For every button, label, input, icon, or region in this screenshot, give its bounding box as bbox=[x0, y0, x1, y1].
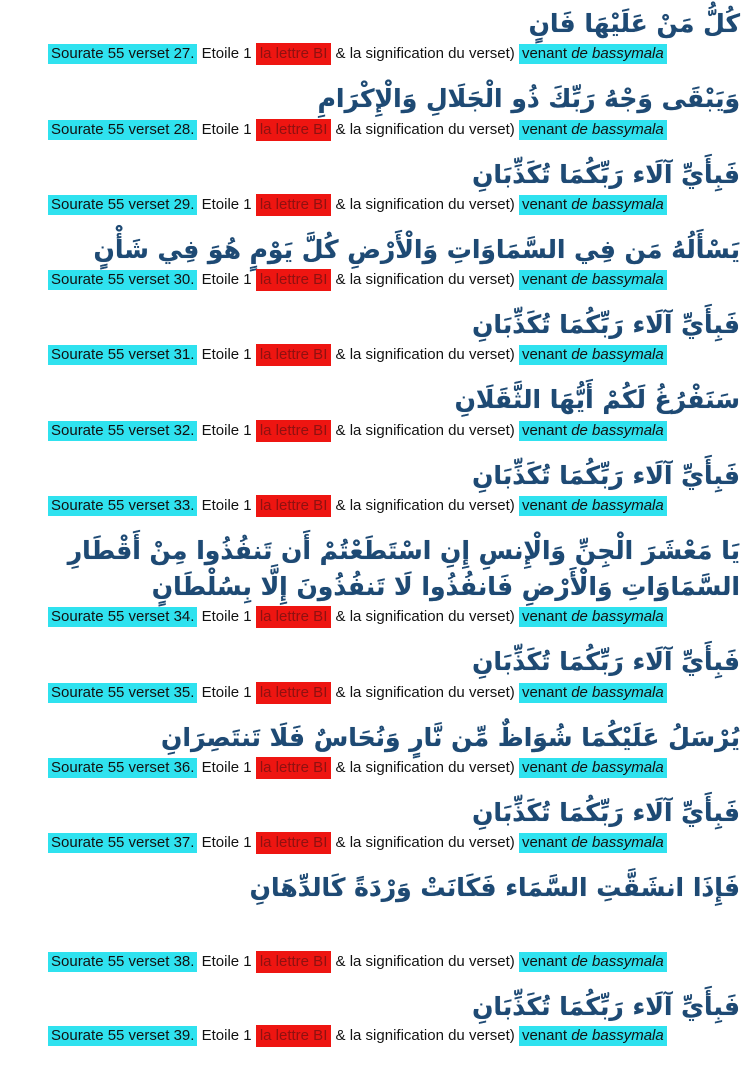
bassymala-label: de bassymala bbox=[571, 953, 664, 971]
signification-label: & la signification du verset) bbox=[335, 834, 515, 851]
etoile-label: Etoile 1 bbox=[201, 346, 252, 364]
arabic-verse-text: يُرْسَلُ عَلَيْكُمَا شُوَاظٌ مِّن نَّارٍ وَنُحَاسٌ فَلَا تَنتَصِرَانِ bbox=[161, 722, 740, 752]
venant-label: venant bbox=[521, 45, 572, 63]
lettre-bi-highlight: la lettre BI bbox=[256, 951, 332, 973]
arabic-verse-text: فَبِأَيِّ آلَاء رَبِّكُمَا تُكَذِّبَانِ bbox=[472, 647, 740, 677]
bassymala-label: de bassymala bbox=[571, 1026, 664, 1044]
arabic-verse-text: فَبِأَيِّ آلَاء رَبِّكُمَا تُكَذِّبَانِ bbox=[472, 310, 740, 339]
verse-block bbox=[0, 307, 753, 365]
venant-label: venant bbox=[521, 496, 572, 514]
etoile-label: Etoile 1 bbox=[201, 1026, 252, 1044]
bassymala-highlight bbox=[519, 683, 667, 703]
bassymala-highlight bbox=[519, 496, 667, 516]
verse-block bbox=[0, 870, 753, 972]
bassymala-highlight bbox=[519, 44, 667, 64]
signification-label: & la signification du verset) bbox=[335, 195, 515, 213]
signification-label: & la signification du verset) bbox=[335, 1026, 515, 1044]
bassymala-label: de bassymala bbox=[571, 608, 664, 626]
verse-block bbox=[0, 644, 753, 702]
signification-label: & la signification du verset) bbox=[335, 683, 515, 701]
signification-label: & la signification du verset) bbox=[335, 608, 515, 626]
lettre-bi-highlight: la lettre BI bbox=[256, 420, 332, 442]
lettre-bi-highlight: la lettre BI bbox=[256, 832, 332, 854]
bassymala-highlight bbox=[519, 607, 667, 627]
verse-reference-highlight: Sourate 55 verset 34. bbox=[48, 607, 197, 627]
etoile-label: Etoile 1 bbox=[201, 608, 252, 626]
lettre-bi-highlight: la lettre BI bbox=[256, 757, 332, 779]
verse-reference-highlight: Sourate 55 verset 32. bbox=[48, 421, 197, 441]
signification-label: & la signification du verset) bbox=[335, 758, 515, 776]
lettre-bi-highlight: la lettre BI bbox=[256, 119, 332, 141]
verse-reference-highlight: Sourate 55 verset 31. bbox=[48, 345, 197, 365]
venant-label: venant bbox=[521, 1026, 572, 1044]
venant-label: venant bbox=[521, 608, 572, 626]
lettre-bi-highlight: la lettre BI bbox=[256, 495, 332, 517]
arabic-verse-text: فَبِأَيِّ آلَاء رَبِّكُمَا تُكَذِّبَانِ bbox=[472, 159, 740, 189]
signification-label: & la signification du verset) bbox=[335, 953, 515, 971]
verse-block bbox=[0, 720, 753, 778]
etoile-label: Etoile 1 bbox=[201, 683, 252, 701]
arabic-verse-text: فَإِذَا انشَقَّتِ السَّمَاء فَكَانَتْ وَرْدَةً كَالدِّهَانِ bbox=[249, 873, 740, 902]
etoile-label: Etoile 1 bbox=[201, 496, 252, 514]
verse-caption-line bbox=[48, 758, 740, 778]
verse-reference-highlight: Sourate 55 verset 30. bbox=[48, 270, 197, 290]
lettre-bi-highlight: la lettre BI bbox=[256, 194, 332, 216]
verse-block bbox=[0, 382, 753, 440]
etoile-label: Etoile 1 bbox=[201, 271, 252, 288]
verse-block bbox=[0, 232, 753, 290]
bassymala-label: de bassymala bbox=[571, 120, 664, 138]
signification-label: & la signification du verset) bbox=[335, 45, 515, 63]
lettre-bi-highlight: la lettre BI bbox=[256, 682, 332, 704]
verse-caption-line bbox=[48, 1026, 740, 1046]
bassymala-label: de bassymala bbox=[571, 45, 664, 63]
verse-caption-line bbox=[48, 683, 740, 703]
verse-caption-line bbox=[48, 607, 740, 627]
bassymala-label: de bassymala bbox=[571, 758, 664, 776]
verse-reference-highlight: Sourate 55 verset 29. bbox=[48, 195, 197, 215]
bassymala-highlight bbox=[519, 421, 667, 441]
venant-label: venant bbox=[521, 346, 572, 364]
bassymala-label: de bassymala bbox=[571, 834, 664, 851]
bassymala-label: de bassymala bbox=[571, 195, 664, 213]
arabic-verse-text: فَبِأَيِّ آلَاء رَبِّكُمَا تُكَذِّبَانِ bbox=[472, 797, 740, 827]
etoile-label: Etoile 1 bbox=[201, 834, 252, 851]
arabic-verse-text: يَسْأَلُهُ مَن فِي السَّمَاوَاتِ وَالْأَرْضِ كُلَّ يَوْمٍ هُوَ فِي شَأْنٍ bbox=[93, 234, 740, 264]
verse-caption-line bbox=[48, 833, 740, 853]
verse-block bbox=[0, 533, 753, 628]
arabic-verse-text: سَنَفْرُغُ لَكُمْ أَيُّهَا الثَّقَلَانِ bbox=[454, 385, 740, 415]
bassymala-highlight bbox=[519, 120, 667, 140]
verse-reference-highlight: Sourate 55 verset 35. bbox=[48, 683, 197, 703]
signification-label: & la signification du verset) bbox=[335, 496, 515, 514]
bassymala-highlight bbox=[519, 952, 667, 972]
bassymala-label: de bassymala bbox=[571, 683, 664, 701]
lettre-bi-highlight: la lettre BI bbox=[256, 269, 332, 291]
etoile-label: Etoile 1 bbox=[201, 45, 252, 63]
bassymala-label: de bassymala bbox=[571, 346, 664, 364]
etoile-label: Etoile 1 bbox=[201, 195, 252, 213]
venant-label: venant bbox=[521, 195, 572, 213]
signification-label: & la signification du verset) bbox=[335, 271, 515, 288]
verse-reference-highlight: Sourate 55 verset 38. bbox=[48, 952, 197, 972]
verse-caption-line bbox=[48, 421, 740, 441]
verse-reference-highlight: Sourate 55 verset 36. bbox=[48, 758, 197, 778]
venant-label: venant bbox=[521, 421, 572, 439]
verse-block bbox=[0, 989, 753, 1045]
verse-caption-line bbox=[48, 120, 740, 140]
arabic-verse-text: فَبِأَيِّ آلَاء رَبِّكُمَا تُكَذِّبَانِ bbox=[472, 992, 740, 1022]
venant-label: venant bbox=[521, 683, 572, 701]
verse-block bbox=[0, 795, 753, 853]
lettre-bi-highlight: la lettre BI bbox=[256, 1025, 332, 1047]
venant-label: venant bbox=[521, 953, 572, 971]
verse-reference-highlight: Sourate 55 verset 28. bbox=[48, 120, 197, 140]
verse-block bbox=[0, 458, 753, 516]
bassymala-highlight bbox=[519, 833, 667, 853]
lettre-bi-highlight: la lettre BI bbox=[256, 43, 332, 65]
lettre-bi-highlight: la lettre BI bbox=[256, 344, 332, 366]
bassymala-label: de bassymala bbox=[571, 421, 664, 439]
etoile-label: Etoile 1 bbox=[201, 120, 252, 138]
venant-label: venant bbox=[521, 271, 572, 288]
verse-caption-line bbox=[48, 270, 740, 290]
verse-reference-highlight: Sourate 55 verset 27. bbox=[48, 44, 197, 64]
arabic-verse-text: كُلُّ مَنْ عَلَيْهَا فَانٍ bbox=[528, 9, 740, 38]
venant-label: venant bbox=[521, 758, 572, 776]
bassymala-highlight bbox=[519, 195, 667, 215]
verse-caption-line bbox=[48, 195, 740, 215]
bassymala-highlight bbox=[519, 345, 667, 365]
verse-block bbox=[0, 81, 753, 139]
verse-caption-line bbox=[48, 952, 740, 972]
verse-block bbox=[0, 157, 753, 215]
bassymala-label: de bassymala bbox=[571, 271, 664, 288]
verse-reference-highlight: Sourate 55 verset 33. bbox=[48, 496, 197, 516]
lettre-bi-highlight: la lettre BI bbox=[256, 606, 332, 628]
bassymala-highlight bbox=[519, 1026, 667, 1046]
etoile-label: Etoile 1 bbox=[201, 953, 252, 971]
venant-label: venant bbox=[521, 834, 572, 851]
venant-label: venant bbox=[521, 120, 572, 138]
verse-reference-highlight: Sourate 55 verset 37. bbox=[48, 833, 197, 853]
verse-caption-line bbox=[48, 345, 740, 365]
arabic-verse-text: فَبِأَيِّ آلَاء رَبِّكُمَا تُكَذِّبَانِ bbox=[472, 460, 740, 490]
verse-caption-line bbox=[48, 44, 740, 64]
verse-reference-highlight: Sourate 55 verset 39. bbox=[48, 1026, 197, 1046]
etoile-label: Etoile 1 bbox=[201, 758, 252, 776]
signification-label: & la signification du verset) bbox=[335, 421, 515, 439]
verse-caption-line bbox=[48, 496, 740, 516]
bassymala-highlight bbox=[519, 270, 667, 290]
verse-block bbox=[0, 6, 753, 64]
signification-label: & la signification du verset) bbox=[335, 346, 515, 364]
arabic-verse-text: يَا مَعْشَرَ الْجِنِّ وَالْإِنسِ إِنِ اسْتَطَعْتُمْ أَن تَنفُذُوا مِنْ أَقْطَارِ السَّمَاوَاتِ وَالْأَرْضِ فَانفُذُوا لَا تَنفُذُونَ إِلَّا بِسُلْطَانٍ bbox=[67, 535, 740, 601]
bassymala-highlight bbox=[519, 758, 667, 778]
etoile-label: Etoile 1 bbox=[201, 421, 252, 439]
signification-label: & la signification du verset) bbox=[335, 120, 515, 138]
bassymala-label: de bassymala bbox=[571, 496, 664, 514]
arabic-verse-text: وَيَبْقَى وَجْهُ رَبِّكَ ذُو الْجَلَالِ وَالْإِكْرَامِ bbox=[317, 84, 740, 114]
